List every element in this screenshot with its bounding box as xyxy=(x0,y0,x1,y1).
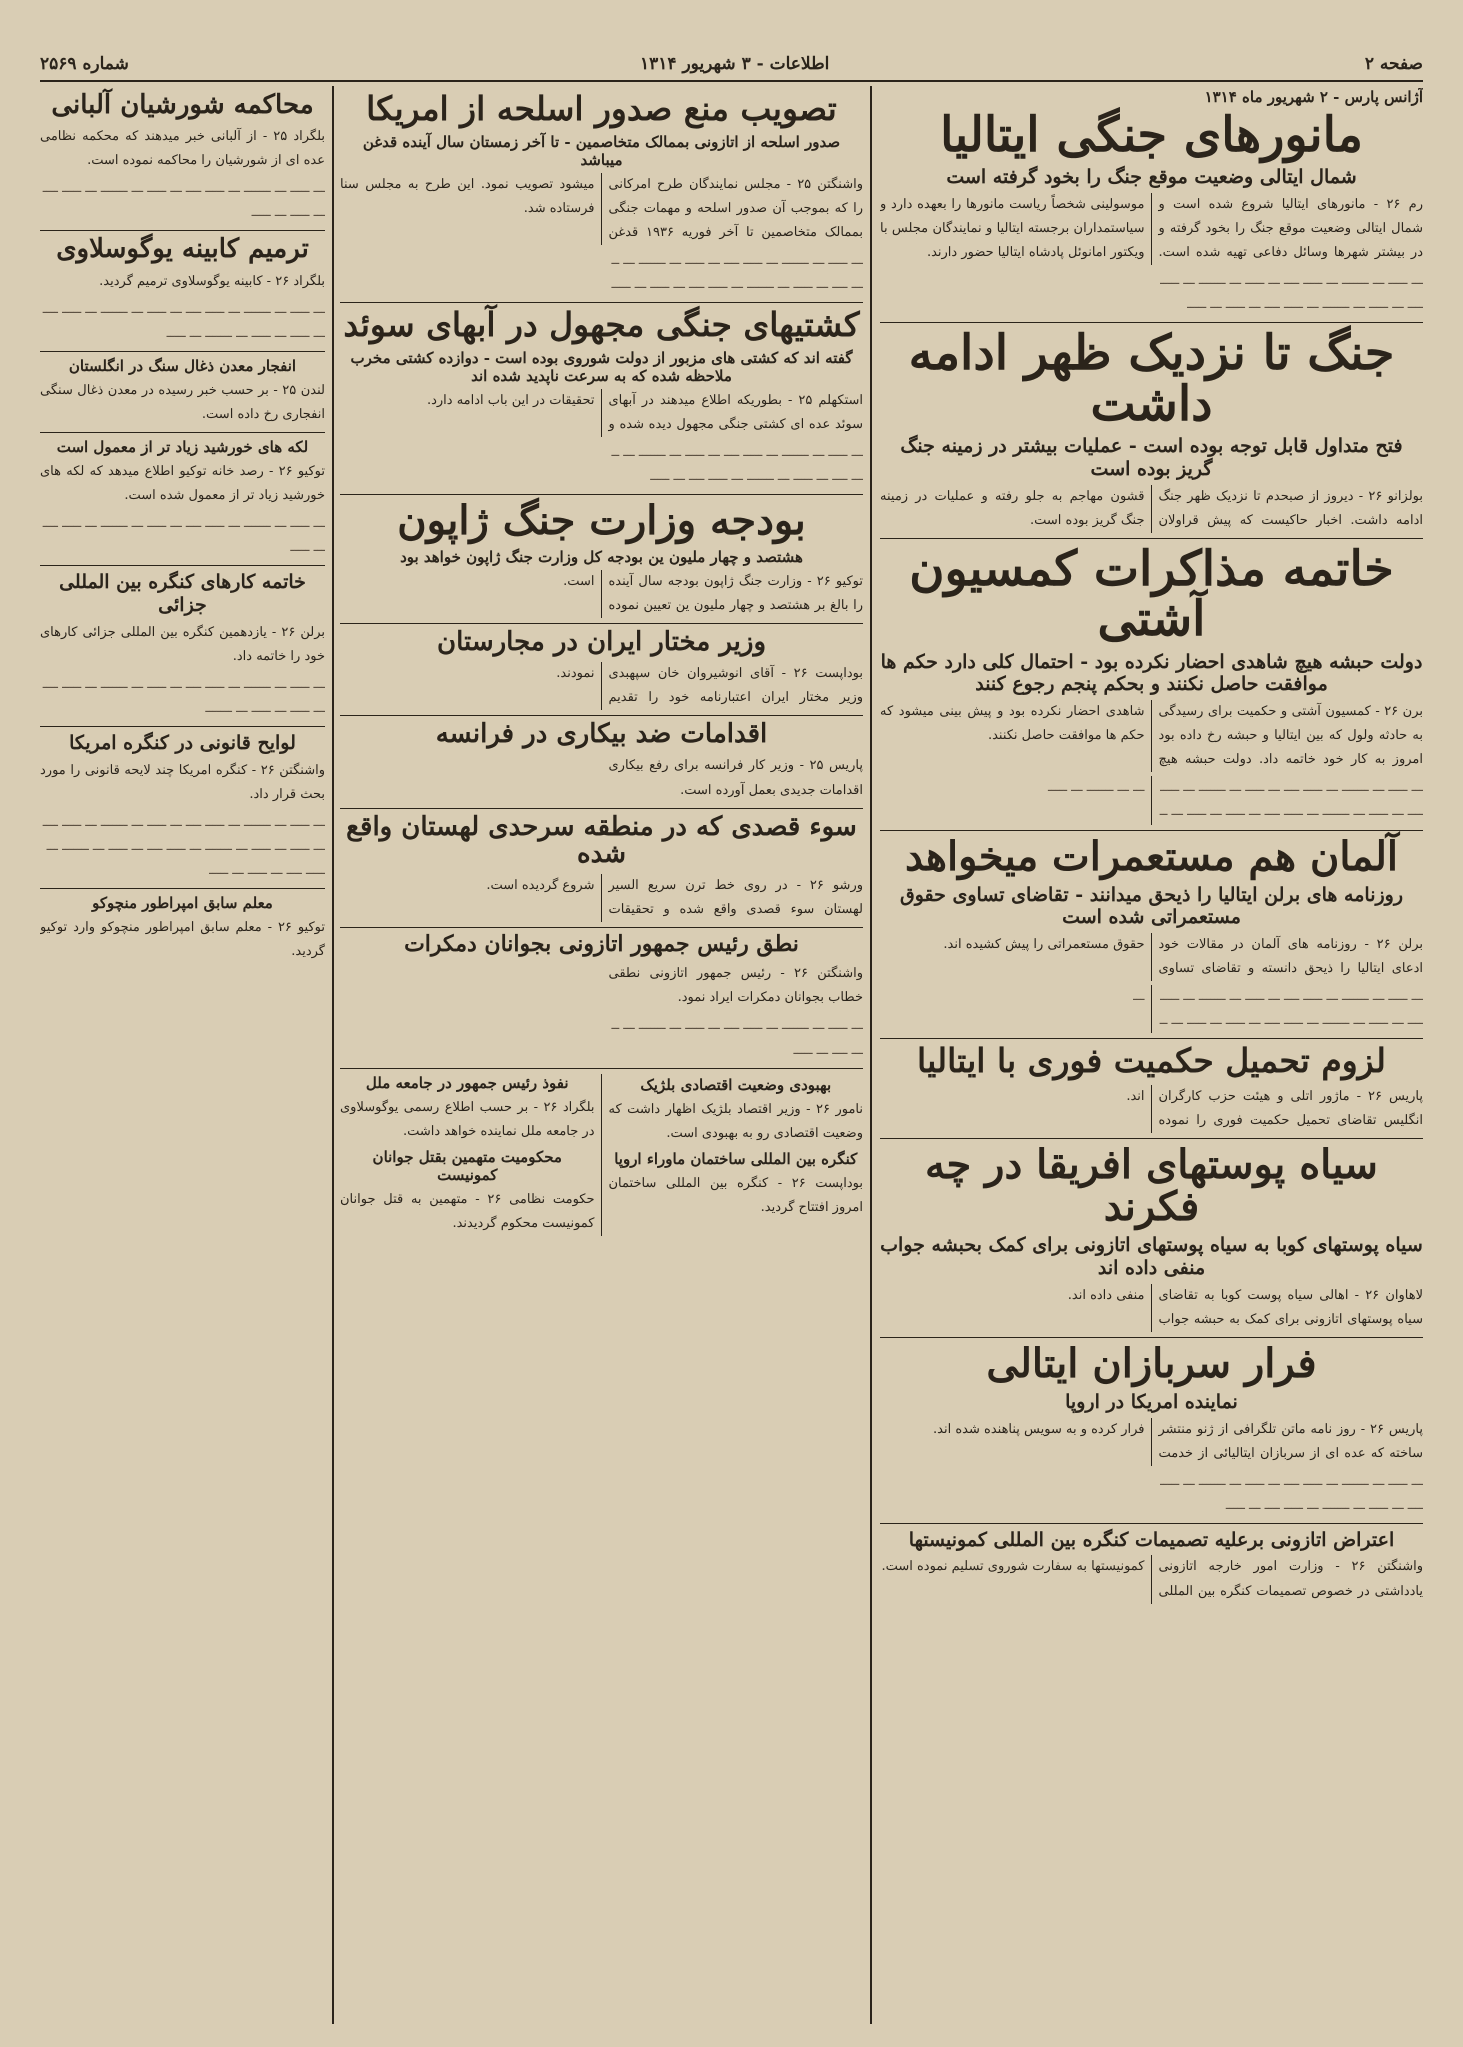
article-body-illegible: ـــ ـــــ ـــ ـــــــ ـــ ـــــ ــــ ـــ ـــــ ـــ ـــــــ ـــ ـــــ ــــ ـــ ـــــ ـــ ـــــــ ـــ ـــــ ــــ ـــ ـــــ xyxy=(1160,1473,1423,1513)
divider xyxy=(40,565,325,566)
article-body: بلگراد ۲۶ - کابینه یوگوسلاوی ترمیم گردید. xyxy=(99,273,325,289)
headline: اقدامات ضد بیکاری در فرانسه xyxy=(435,719,768,750)
article-sunspots xyxy=(40,438,325,560)
article-body: توکیو ۲۶ - معلم سابق امپراطور منچوکو وارد توکیو گردید. xyxy=(40,920,325,960)
divider xyxy=(880,538,1423,539)
article-construction-congress xyxy=(609,1150,864,1220)
headline: سوء قصدی که در منطقه سرحدی لهستان واقع شده xyxy=(346,811,857,869)
article-body-illegible: ـــ ـــــ ـــ ـــــــ ـــ ـــــ ــــ ـــ ـــــ ـــ ـــــــ ـــ ـــــ ــــ ـــ ـــــ ـــ ـــــــ ـــ ـــــ ــــ ـــ ـــــ ـــ ـــــ xyxy=(611,252,863,292)
divider xyxy=(340,623,863,624)
subheadline: دولت حبشه هیچ شاهدی احضار نکرده بود - احتمال کلی دارد حکم ها موافقت حاصل نکنند و بحکم پنجم رجوع کنند xyxy=(880,650,1423,696)
article-war-until-noon xyxy=(880,325,1423,532)
divider xyxy=(340,1068,863,1069)
article-body-illegible: ـــ ـــــ ـــ ـــــــ ـــ ـــــ ــــ ـــ ـــــ ـــ ـــــــ ـــ ـــــ ــــ ـــ ـــــ ـــ ـــــ ـــ ـــــــ xyxy=(42,676,325,716)
headline: نفوذ رئیس جمهور در جامعه ملل xyxy=(365,1073,569,1092)
article-body-illegible: ـــ ـــــ ـــ ـــــــ ـــ ـــــ ــــ ـــ ـــــ ـــ ـــــــ ـــ ـــــ ــــ ـــ ـــــ xyxy=(42,516,325,556)
divider xyxy=(340,927,863,928)
headline: نطق رئیس جمهور اتازونی بجوانان دمکرات xyxy=(404,931,799,958)
headline: وزیر مختار ایران در مجارستان xyxy=(436,626,767,657)
column-divider xyxy=(332,86,334,2024)
article-italy-maneuvers xyxy=(880,107,1423,317)
article-us-arms-embargo xyxy=(340,89,863,297)
divider xyxy=(880,1337,1423,1338)
article-body: واشنگتن ۲۶ - رئیس جمهور اتازونی نطقی خطاب بجوانان دمکرات ایراد نمود. xyxy=(608,966,863,1006)
headline: لوایح قانونی در کنگره امریکا xyxy=(69,731,296,754)
divider xyxy=(340,302,863,303)
divider xyxy=(340,715,863,716)
article-body-illegible: ـــ ـــــ ـــ ـــــــ ـــ ـــــ ــــ ـــ ـــــ ـــ ـــــــ ـــ ـــــ ــــ ـــ ـــــ ـــ ـــــــ ـــ ـــــ ــــ ـــ ـــــ ـــ ـــــ ـــ ـــــ ـــ ـــــــ ـــ ـــــ xyxy=(1047,780,1423,820)
headline: تصویب منع صدور اسلحه از امریکا xyxy=(366,89,837,128)
subheadline: هشتصد و چهار ملیون ین بودجه کل وزارت جنگ ژاپون خواهد بود xyxy=(400,547,803,566)
article-japan-war-budget xyxy=(340,496,863,618)
article-germany-colonies xyxy=(880,832,1423,1034)
article-iran-minister-hungary xyxy=(340,626,863,710)
right-column xyxy=(880,88,1423,2023)
article-conciliation-commission xyxy=(880,540,1423,825)
subheadline: صدور اسلحه از اتازونی بممالک متخاصمین - تا آخر زمستان سال آینده قدغن میباشد xyxy=(362,132,841,169)
article-body-illegible: ـــ ـــــ ـــ ـــــــ ـــ ـــــ ــــ ـــ ـــــ ـــ ـــــــ ـــ ـــــ ــــ ـــ ـــــ ـــ ـــــ xyxy=(42,181,325,221)
article-yugoslav-cabinet xyxy=(40,236,325,345)
article-body: توکیو ۲۶ - رصد خانه توکیو اطلاع میدهد که لکه های خورشید زیاد تر از معمول شده است. xyxy=(40,464,325,504)
issue-date: اطلاعات - ۳ شهریور ۱۳۱۴ xyxy=(640,54,830,74)
article-body-illegible: ـــ ـــــ ـــ ـــــــ ـــ ـــــ ــــ ـــ ـــــ ـــ ـــــــ ـــ ـــــ ــــ ـــ ـــــ ـــ ـــــ ـــ ـــــــ ـــ ـــــ xyxy=(42,301,325,341)
column-divider xyxy=(870,86,872,2024)
left-column xyxy=(40,88,325,2023)
divider xyxy=(340,808,863,809)
article-body: بلگراد ۲۶ - بر حسب اطلاع رسمی یوگوسلاوی در جامعه ملل نماینده خواهد داشت. xyxy=(340,1099,595,1139)
headline: انفجار معدن ذغال سنگ در انگلستان xyxy=(68,356,297,375)
agency-dateline: آژانس پارس - ۲ شهریور ماه ۱۳۱۴ xyxy=(1204,88,1423,106)
subheadline: روزنامه های برلن ایتالیا را ذیحق میدانند - تقاضای تساوی حقوق مستعمراتی شده است xyxy=(899,883,1404,929)
article-body: واشنگتن ۲۶ - وزارت امور خارجه اتازونی یادداشتی در خصوص تصمیمات کنگره بین المللی کمونیستها به سفارت شوروی تسلیم نموده است. xyxy=(881,1559,1423,1599)
article-body: برن ۲۶ - کمسیون آشتی و حکمیت برای رسیدگی به حادثه ولول که بین ایتالیا و حبشه رخ داده بود امروز به کار خود خاتمه داد. دولت حبشه هیچ شاهدی احضار نکرده بود و پیش بینی میشود که حکم ها موافقت حاصل نکنند. xyxy=(880,704,1423,768)
article-body: رم ۲۶ - مانورهای ایتالیا شروع شده است و شمال ایتالی وضعیت موقع جنگ را بخود گرفته و در بیشتر شهرها وسائل دفاعی تهیه شده است. موسولینی شخصاً ریاست مانورها را بعهده دارد و سیاستمداران برجسته ایتالیا و نمایندگان مجلس با ویکتور امانوئل پادشاه ایتالیا حضور دارند. xyxy=(880,197,1423,261)
article-body-illegible: ـــ ـــــ ـــ ـــــــ ـــ ـــــ ــــ ـــ ـــــ ـــ ـــــــ ـــ ـــــ ــــ ـــ ـــــ ـــ ـــــــ ـــ ـــــ ــــ ـــ ـــــ xyxy=(611,444,863,484)
headline: آلمان هم مستعمرات میخواهد xyxy=(904,832,1399,880)
subheadline: فتح متداول قابل توجه بوده است - عملیات بیشتر در زمینه جنگ گریز بوده است xyxy=(900,435,1403,480)
article-body: لاهاوان ۲۶ - اهالی سیاه پوست کوبا به تقاضای سیاه پوستهای اتازونی برای کمک به حبشه جواب منفی داده اند. xyxy=(1067,1287,1423,1327)
divider xyxy=(880,1038,1423,1039)
article-body-illegible: ـــ ـــــ ـــ ـــــــ ـــ ـــــ ــــ ـــ ـــــ ـــ ـــــــ ـــ ـــــ ــــ ـــ ـــــ ـــ ـــــــ ـــ ـــــ ــــ ـــ ـــــ ـــ ـــــ ـــ ـــــ xyxy=(1133,989,1423,1029)
article-league-of-nations xyxy=(340,1074,595,1144)
article-italian-deserters xyxy=(880,1339,1423,1518)
article-coal-mine-explosion xyxy=(40,357,325,427)
divider xyxy=(880,830,1423,831)
article-body: بوداپست ۲۶ - آقای انوشیروان خان سپهبدی وزیر مختار ایران اعتبارنامه خود را تقدیم نمودند. xyxy=(556,666,863,706)
divider xyxy=(40,230,325,231)
headline: کنگره بین المللی ساختمان ماوراء اروپا xyxy=(614,1149,858,1168)
headline: سیاه پوستهای افریقا در چه فکرند xyxy=(925,1141,1378,1231)
divider xyxy=(40,432,325,433)
subheadline: گفته اند که کشتی های مزبور از دولت شوروی بوده است - دوازده کشتی مخرب ملاحظه شده که به سرعت ناپدید شده اند xyxy=(350,348,853,385)
divider xyxy=(40,726,325,727)
article-criminal-congress xyxy=(40,571,325,721)
divider xyxy=(40,888,325,889)
article-us-protest xyxy=(880,1529,1423,1604)
middle-column xyxy=(340,88,863,2023)
divider xyxy=(40,351,325,352)
headline: فرار سربازان ایتالی xyxy=(986,1339,1317,1387)
headline: محکومیت متهمین بقتل جوانان کمونیست xyxy=(372,1147,562,1184)
article-body: واشنگتن ۲۵ - مجلس نمایندگان طرح امرکانی را که بموجب آن صدور اسلحه و مهمات جنگی بممالک متخاصمین تا آخر فوریه ۱۹۳۶ قدغن میشود تصویب نمود. این طرح به مجلس سنا فرستاده شد. xyxy=(340,176,863,240)
article-swedish-waters xyxy=(340,304,863,489)
article-albania-trial xyxy=(40,92,325,225)
article-manchukuo-teacher xyxy=(40,894,325,964)
subheadline: نماینده امریکا در اروپا xyxy=(1065,1390,1238,1413)
article-body: حکومت نظامی ۲۶ - متهمین به قتل جوانان کمونیست محکوم گردیدند. xyxy=(340,1191,595,1231)
headline: کشتیهای جنگی مجهول در آبهای سوئد xyxy=(343,304,860,344)
article-poland-attack xyxy=(340,811,863,923)
article-body: برلن ۲۶ - یازدهمین کنگره بین المللی جزائی کارهای خود را خاتمه داد. xyxy=(40,624,325,664)
article-us-president-speech xyxy=(340,933,863,1062)
article-body: واشنگتن ۲۶ - کنگره امریکا چند لایحه قانونی را مورد بحث قرار داد. xyxy=(40,762,325,802)
article-arbitration xyxy=(880,1041,1423,1133)
divider xyxy=(880,1523,1423,1524)
article-belgium-economy xyxy=(609,1076,864,1146)
divider xyxy=(340,494,863,495)
headline: محاکمه شورشیان آلبانی xyxy=(51,90,314,120)
article-body: پاریس ۲۶ - ماژور اتلی و هیئت حزب کارگران انگلیس تقاضای تحمیل حکمیت فوری را نموده اند. xyxy=(1126,1088,1423,1128)
article-body-illegible: ـــ ـــــ ـــ ـــــــ ـــ ـــــ ــــ ـــ ـــــ ـــ ـــــــ ـــ ـــــ ــــ ـــ ـــــ ـــ ـــــــ ـــ ـــــ ــــ ـــ ـــــ ـــ ـــــ xyxy=(1160,273,1423,313)
article-body: لندن ۲۵ - بر حسب خبر رسیده در معدن ذغال سنگی انفجاری رخ داده است. xyxy=(40,382,325,422)
article-africa-blacks xyxy=(880,1141,1423,1332)
subheadline: شمال ایتالی وضعیت موقع جنگ را بخود گرفته است xyxy=(946,166,1357,189)
article-body: برلن ۲۶ - روزنامه های آلمان در مقالات خود ادعای ایتالیا را ذیحق دانسته و تقاضای تساوی حقوق مستعمراتی را پیش کشیده اند. xyxy=(943,937,1423,977)
article-body: بوداپست ۲۶ - کنگره بین المللی ساختمان امروز افتتاح گردید. xyxy=(608,1175,863,1215)
article-body: بولزانو ۲۶ - دیروز از صبحدم تا نزدیک ظهر جنگ ادامه داشت. اخبار حاکیست که پیش قراولان قشون مهاجم به جلو رفته و عملیات در زمینه جنگ گریز بوده است. xyxy=(880,488,1423,528)
headline: جنگ تا نزدیک ظهر ادامه داشت xyxy=(908,325,1395,432)
page-number: صفحه ۲ xyxy=(1364,54,1423,74)
masthead xyxy=(40,54,1423,82)
headline: بودجه وزارت جنگ ژاپون xyxy=(397,496,806,544)
article-body: ورشو ۲۶ - در روی خط ترن سریع السیر لهستان سوء قصدی واقع شده و تحقیقات شروع گردیده است. xyxy=(486,878,863,918)
headline: مانورهای جنگی ایتالیا xyxy=(940,107,1363,163)
issue-number: شماره ۲۵۶۹ xyxy=(40,54,129,74)
article-body: توکیو ۲۶ - وزارت جنگ ژاپون بودجه سال آینده را بالغ بر هشتصد و چهار ملیون ین تعیین نموده است. xyxy=(563,573,863,613)
article-body: بلگراد ۲۵ - از آلبانی خبر میدهند که محکمه نظامی عده ای از شورشیان را محاکمه نموده است. xyxy=(40,129,325,169)
divider xyxy=(880,1138,1423,1139)
article-body-illegible: ـــ ـــــ ـــ ـــــــ ـــ ـــــ ــــ ـــ ـــــ ـــ ـــــــ ـــ ـــــ ــــ ـــ ـــــ xyxy=(611,1018,863,1058)
headline: اعتراض اتازونی برعلیه تصمیمات کنگره بین المللی کمونیستها xyxy=(908,1528,1395,1551)
headline: ترمیم کابینه یوگوسلاوی xyxy=(56,234,309,265)
headline: بهبودی وضعیت اقتصادی بلژیک xyxy=(640,1075,832,1094)
article-body: پاریس ۲۵ - وزیر کار فرانسه برای رفع بیکاری اقدامات جدیدی بعمل آورده است. xyxy=(608,758,863,798)
headline: معلم سابق امپراطور منچوکو xyxy=(92,894,273,913)
article-communist-trial xyxy=(340,1148,595,1236)
divider xyxy=(880,322,1423,323)
article-body: استکهلم ۲۵ - بطوریکه اطلاع میدهند در آبهای سوئد عده ای کشتی جنگی مجهول دیده شده و تحقیقات در این باب ادامه دارد. xyxy=(426,392,863,432)
article-body: نامور ۲۶ - وزیر اقتصاد بلژیک اظهار داشت که وضعیت اقتصادی رو به بهبودی است. xyxy=(608,1101,863,1141)
headline: خاتمه کارهای کنگره بین المللی جزائی xyxy=(59,571,306,616)
bottom-briefs xyxy=(340,1074,863,1236)
article-body: پاریس ۲۶ - روز نامه ماتن تلگرافی از ژنو منتشر ساخته که عده ای از سربازان ایتالیائی از خدمت فرار کرده و به سویس پناهنده شده اند. xyxy=(933,1421,1423,1461)
headline: لزوم تحمیل حکمیت فوری با ایتالیا xyxy=(917,1041,1386,1081)
article-france-unemployment xyxy=(340,721,863,802)
headline: لکه های خورشید زیاد تر از معمول است xyxy=(56,438,309,457)
article-us-congress-bills xyxy=(40,732,325,883)
headline: خاتمه مذاکرات کمسیون آشتی xyxy=(909,540,1394,648)
subheadline: سیاه پوستهای کوبا به سیاه پوستهای اتازونی برای کمک بحبشه جواب منفی داده اند xyxy=(880,1234,1423,1279)
article-body-illegible: ـــ ـــــ ـــ ـــــــ ـــ ـــــ ــــ ـــ ـــــ ـــ ـــــــ ـــ ـــــ ــــ ـــ ـــــ ـــ ـــــ ـــ ـــــــ ـــ ـــــ ــــ ـــ ـــــ ـــ ـــــــ ـــ ـــــ ــــ ـــ ـــــ ـــ ـــــ xyxy=(42,814,325,878)
